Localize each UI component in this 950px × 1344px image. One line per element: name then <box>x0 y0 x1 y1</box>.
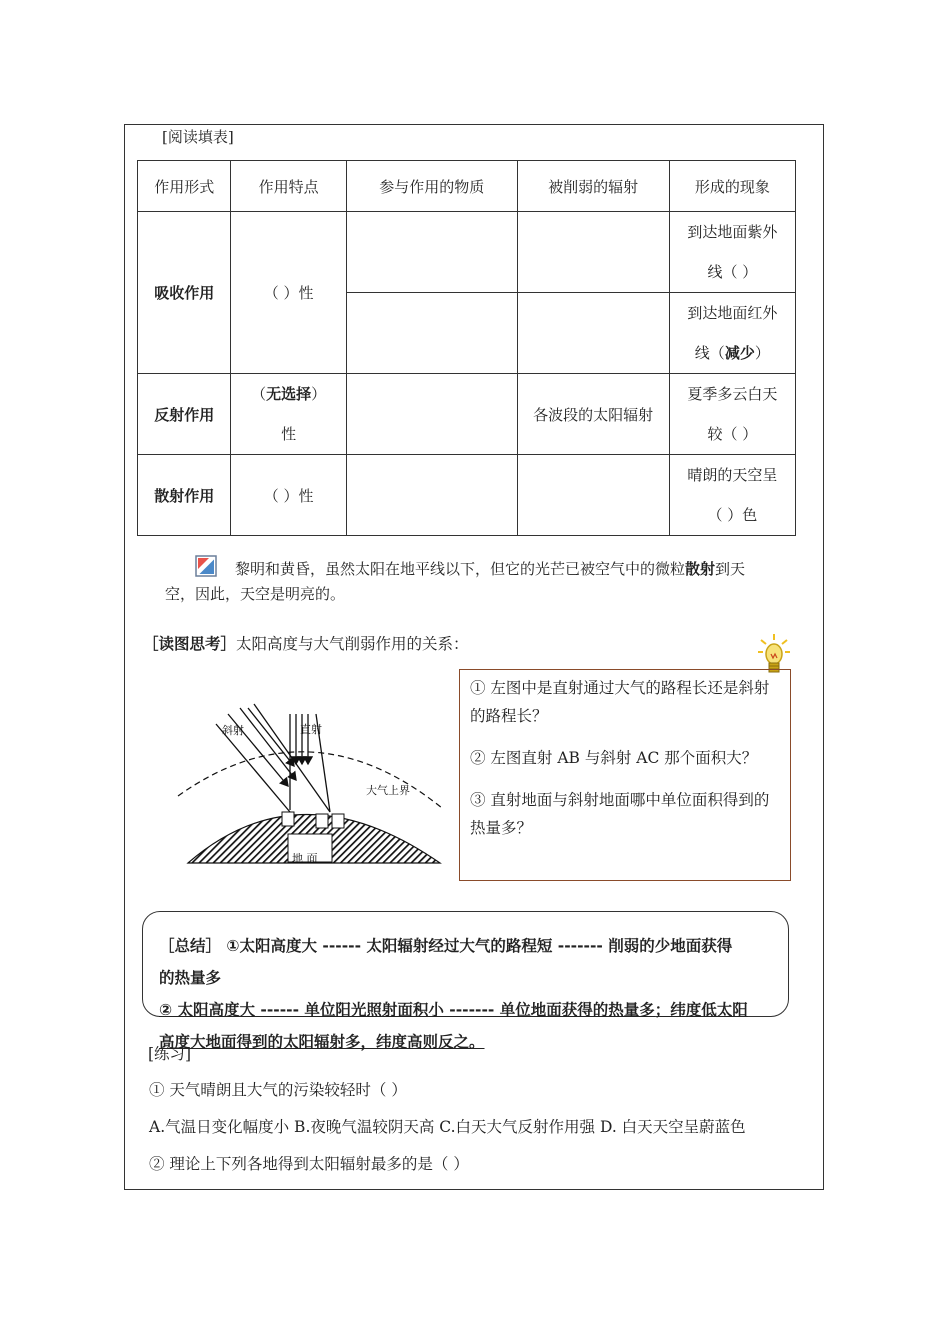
question-2: ② 左图直射 AB 与斜射 AC 那个面积大？ <box>470 749 758 767</box>
absorb-phenomenon-ir-b <box>670 333 795 373</box>
practice-question-1-options: A.气温日变化幅度小 B.夜晚气温较阴天高 C.白天大气反射作用强 D. 白天天空呈蔚蓝色 <box>149 1118 746 1136</box>
absorb-substance-1[interactable] <box>346 212 517 293</box>
reflect-feature-a <box>231 374 345 414</box>
rf-answer: 无选择 <box>266 385 312 403</box>
reflect-phenomenon-a: 夏季多云白天 <box>687 385 778 403</box>
ir-post: ） <box>754 344 770 362</box>
absorb-phenomenon-uv <box>669 212 795 293</box>
absorb-phenomenon-ir-a: 到达地面红外 <box>687 304 778 322</box>
absorb-phenomenon-uv-a: 到达地面紫外 <box>687 223 778 241</box>
oblique-label: 斜射 <box>222 724 244 737</box>
atmosphere-boundary <box>178 752 442 808</box>
reflect-phenomenon-b: 较（ ） <box>707 425 758 443</box>
question-box <box>459 669 791 881</box>
think-text: 太阳高度与大气削弱作用的关系： <box>236 635 469 653</box>
broken-image-icon <box>195 555 217 577</box>
rf-post: ） <box>311 385 327 403</box>
summary-line-3: ② 太阳高度大 ------ 单位阳光照射面积小 ------- 单位地面获得的热量多；纬度低太阳 <box>159 1001 748 1019</box>
direct-label: 直射 <box>300 723 322 736</box>
twilight-note-line1 <box>235 555 825 583</box>
point-c-box <box>332 814 344 828</box>
practice-question-2: ② 理论上下列各地得到太阳辐射最多的是（ ） <box>149 1155 469 1173</box>
scatter-phenomenon <box>669 455 795 536</box>
table-row-scatter <box>138 455 796 536</box>
summary-line-2: 的热量多 <box>159 969 222 987</box>
ground-label: 地 面 <box>292 852 318 865</box>
header-radiation: 被削弱的辐射 <box>517 161 669 212</box>
reflect-feature <box>231 374 346 455</box>
practice-label: [练习] <box>148 1045 192 1063</box>
table-row-absorb-1 <box>138 212 796 293</box>
scatter-feature: （ ）性 <box>231 455 346 536</box>
ir-pre: 线（ <box>694 344 725 362</box>
point-b-box <box>316 814 328 828</box>
think-label: ［读图思考］ <box>143 635 237 653</box>
table-row-reflect <box>138 374 796 455</box>
reflect-form: 反射作用 <box>138 374 231 455</box>
absorb-radiation-2[interactable] <box>517 293 669 374</box>
absorb-phenomenon-uv-b: 线（ ） <box>707 263 758 281</box>
header-feature: 作用特点 <box>231 161 346 212</box>
absorb-radiation-1[interactable] <box>517 212 669 293</box>
reflect-radiation: 各波段的太阳辐射 <box>517 374 669 455</box>
header-substance: 参与作用的物质 <box>346 161 517 212</box>
ir-answer: 减少 <box>724 344 755 362</box>
point-a-box <box>282 812 294 826</box>
rf-pre: （ <box>251 385 267 403</box>
reflect-phenomenon <box>669 374 795 455</box>
note-text-1: 黎明和黄昏，虽然太阳在地平线以下，但它的光芒已被空气中的微粒 <box>235 560 686 578</box>
reflect-feature-b: 性 <box>281 425 297 443</box>
scatter-form: 散射作用 <box>138 455 231 536</box>
reflect-substance[interactable] <box>346 374 517 455</box>
question-1: ① 左图中是直射通过大气的路程长还是斜射的路程长？ <box>470 679 770 725</box>
summary-line-1: ［总结］ ①太阳高度大 ------ 太阳辐射经过大气的路程短 ------- 削弱的少地面获得 <box>159 937 733 955</box>
absorb-form: 吸收作用 <box>138 212 231 374</box>
oblique-rays <box>216 704 330 812</box>
header-form: 作用形式 <box>138 161 231 212</box>
question-3: ③ 直射地面与斜射地面哪中单位面积得到的热量多？ <box>470 791 770 837</box>
summary-text <box>159 930 779 1058</box>
header-phenomenon: 形成的现象 <box>669 161 795 212</box>
sun-angle-diagram <box>170 700 450 870</box>
note-text-2: 到天 <box>715 560 746 578</box>
atmosphere-label: 大气上界 <box>366 784 410 797</box>
scatter-phenomenon-a: 晴朗的天空呈 <box>687 466 778 484</box>
absorb-feature: （ ）性 <box>231 212 346 374</box>
absorb-substance-2[interactable] <box>346 293 517 374</box>
scatter-radiation[interactable] <box>517 455 669 536</box>
summary-line-4: 高度大地面得到的太阳辐射多，纬度高则反之。 <box>159 1033 485 1051</box>
think-heading <box>143 632 469 654</box>
absorb-phenomenon-ir <box>669 293 795 374</box>
twilight-note-line2: 空，因此，天空是明亮的。 <box>165 585 346 603</box>
table-header-row <box>138 161 796 212</box>
note-bold: 散射 <box>685 560 716 578</box>
atmosphere-effects-table <box>137 160 796 536</box>
scatter-phenomenon-b: （ ）色 <box>707 506 758 524</box>
section-label-read-fill: [阅读填表] <box>162 128 234 146</box>
scatter-substance[interactable] <box>346 455 517 536</box>
practice-question-1: ① 天气晴朗且大气的污染较轻时（ ） <box>149 1081 407 1099</box>
